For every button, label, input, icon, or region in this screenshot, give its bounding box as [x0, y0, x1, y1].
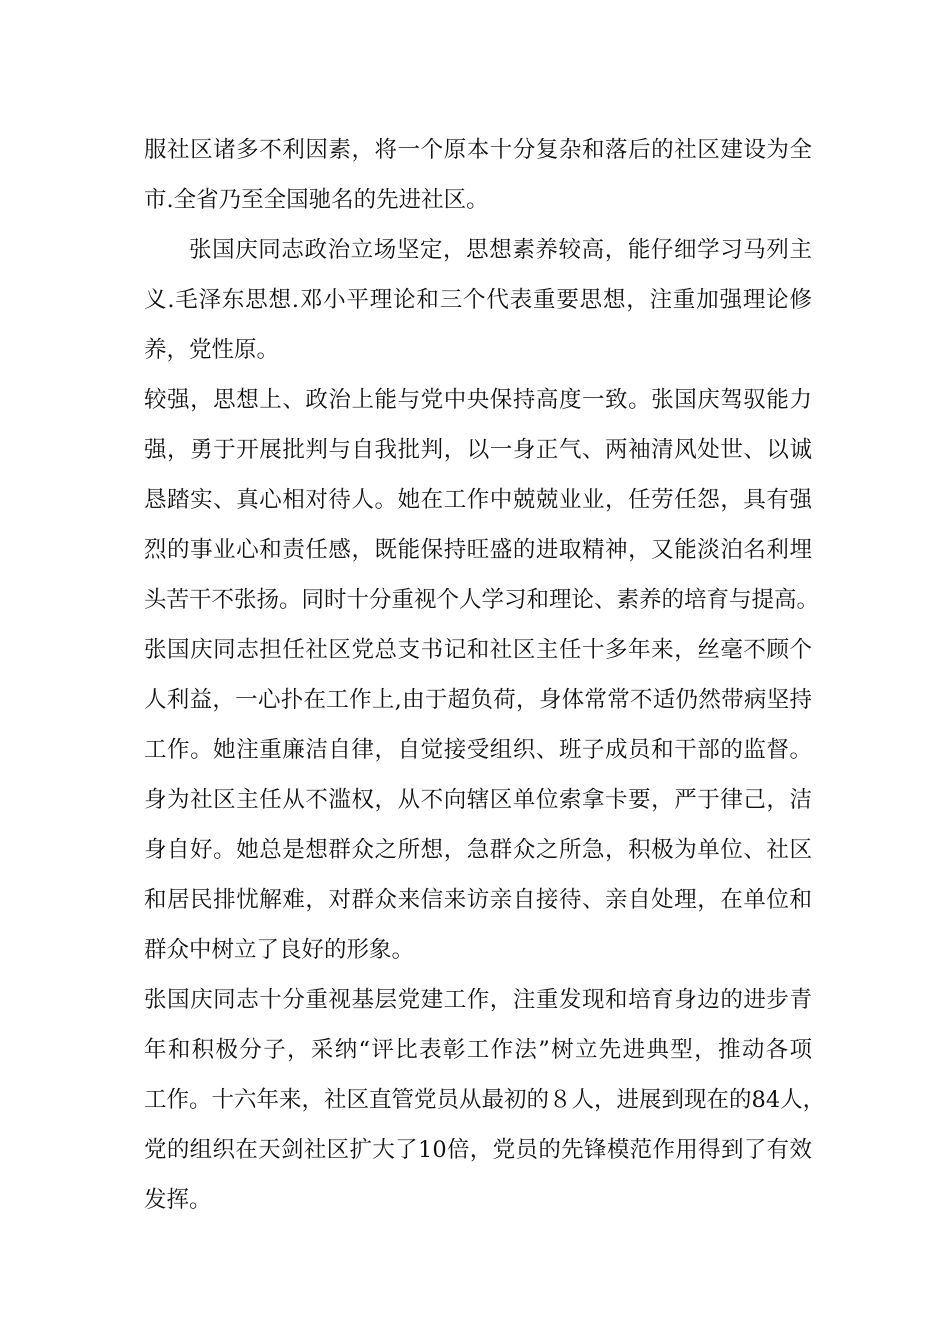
text-line: 强，勇于开展批判与自我批判，以一身正气、两袖清风处世、以诚 — [144, 437, 812, 463]
text-line: 服社区诸多不利因素，将一个原本十分复杂和落后的社区建设为全 — [144, 137, 812, 163]
body-text — [144, 125, 826, 1225]
text-line: 头苦干不张扬。同时十分重视个人学习和理论、素养的培育与提高。 — [144, 587, 820, 613]
text-line: 张国庆同志担任社区党总支书记和社区主任十多年来，丝毫不顾个 — [144, 637, 812, 663]
text-line: 发挥。 — [144, 1187, 212, 1213]
text-line: 市.全省乃至全国驰名的先进社区。 — [144, 187, 489, 213]
text-line: 党的组织在天剑社区扩大了10倍，党员的先锋模范作用得到了有效 — [144, 1137, 812, 1163]
text-line: 人利益，一心扑在工作上,由于超负荷，身体常常不适仍然带病坚持 — [144, 687, 812, 713]
text-line: 身为社区主任从不滥权，从不向辖区单位索拿卡要，严于律己，洁 — [144, 787, 812, 813]
text-line: 张国庆同志政治立场坚定，思想素养较高，能仔细学习马列主 — [189, 237, 812, 263]
text-line: 义.毛泽东思想.邓小平理论和三个代表重要思想，注重加强理论修 — [144, 287, 812, 313]
text-line: 和居民排忧解难，对群众来信来访亲自接待、亲自处理，在单位和 — [144, 887, 812, 913]
text-line: 群众中树立了良好的形象。 — [144, 937, 415, 963]
text-line: 较强，思想上、政治上能与党中央保持高度一致。张国庆驾驭能力 — [144, 387, 812, 413]
text-line: 养，党性原。 — [144, 337, 280, 363]
text-line: 工作。十六年来，社区直管党员从最初的８人，进展到现在的84人， — [144, 1087, 826, 1113]
text-line: 身自好。她总是想群众之所想，急群众之所急，积极为单位、社区 — [144, 837, 812, 863]
text-line: 工作。她注重廉洁自律，自觉接受组织、班子成员和干部的监督。 — [144, 737, 812, 763]
text-line: 年和积极分子，采纳“评比表彰工作法”树立先进典型，推动各项 — [144, 1037, 812, 1063]
text-line: 烈的事业心和责任感，既能保持旺盛的进取精神，又能淡泊名利埋 — [144, 537, 812, 563]
text-line: 张国庆同志十分重视基层党建工作，注重发现和培育身边的进步青 — [144, 987, 812, 1013]
text-line: 恳踏实、真心相对待人。她在工作中兢兢业业，任劳任怨，具有强 — [144, 487, 812, 513]
